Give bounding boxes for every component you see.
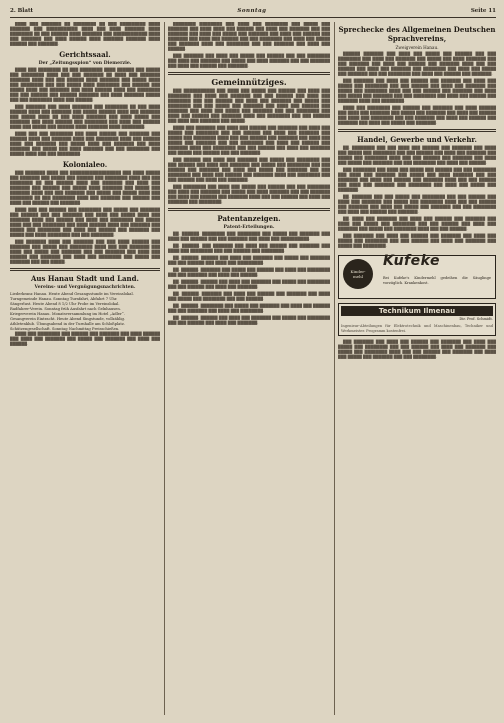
section-heading-useful: Gemeinnütziges.: [211, 77, 287, 87]
illegible-body-text: ██. ██████. ████████ ███ ████████ ███ █████ ███ ███████ ███ ████ ███ ██████ ███ ███ ███████ ███ ████ ███ ██████████. ██. ██████. ███ ███████ ███ ████ ███ ██████ ███ ███████ ███ ████ ███ ████████ ███ ███ ██████ ███ ████████. ██. ██████. ██████ ███ ████ ███ ███████ ███ █████ ███ ███████ ███ ███ ██████ ███ ████ ███ █████████. ██. ██████. ███████ ███ █████ ███ ██████ ███ ████ ███ ████████ ███ ███ ███████ ███ ████ ███ ██████. ██. ██████. ██████ ███ ████ ███ ███████ ███ █████ ███ ████████ ███ ███ ██████ ███ ████ ███ ███████. ██. ██████. ███████ ███ ████ ███ ██████ ███ ███████ ███ ████ ███ █████ ███ ████████ ███ ███ ██████. ██. ██████. ████████ ███ █████ ███ ███████ ███ ████ ███ ██████ ███ ███ ███████ ███ ████ ███ ████████. ██. ██████. ██████ ███ ████ ███ ███████ ███ █████ ███ ████████ ███ ███ ██████ ███ ████ ███ ███████.: [168, 232, 330, 325]
section-heading-court: Gerichtssaal.: [59, 50, 111, 59]
illegible-body-text: ████████ ████████ ███ ████ ███ ████████ ███ █████ ███ ███████ ███ ████ ████ ███ ██████ ███ ████ ███ ███████ ███ ███ ███████ ███ ████ ███ █████ ███ ███████ ███ ████ ███ ██████ ███ ███████ ███ ████ ███ ██████ ███ ███ ████████ ███ ████ ███ █████ ███ ███████ ████ ███ ████████ ███ ███ ███████ ███ ████ ███ ██████. ███ ███████ ███ ████ ███ █████ ███ ██████ ███ ███ ████████ ███ ████ ███ ███████ ███ █████ ███ ████ ███████ ███ ███ ███████ ███ ████ ███ ██████ ███ ███████.: [168, 22, 330, 68]
list-item: Radfahrer-Verein. Sonntag früh Ausfahrt nach Gelnhausen.: [10, 307, 121, 311]
illegible-body-text: ████ ███ ████████ ██ ███ ████████ ████ ██████ ███ █████ ███ ████████ ████ ███ ███ ███████ ██ ████ ███ ███████ ███████ ████ ███ ███ ██████ ████ ███████ ███ █████ ████ ███ ████████ ███ ███ █████ ████ ████████ ███ ██████ ███ █████ ████ ███ ███████ ███ ████ ██████ ████ ███ ████████ ███ ███ ██████ ███ ██████ ███████ ███ ████ ███████ █████ ███ ███ ████████ ████ ███ ██████. ███ ███████ ███ ████ ███████ ███ ████████ ██ ███ ████ ██████ ████ ███ ███████ ███ █████ ██████ ████ ███ ███████ ███ █████ ████ ██ ███ ████ ███████ ███ ████ █████ ███ ███████ ███ ████ ██████ ███ ████████ ███ ████ ███ ██████ ████ ███ █████ ███ ██████ ████ ███████ ████ ████████. ████ ███ ███ ████████ ███ ████ ██████ ███ ███████ ███ ██████ ████ ███ ███████ ████ ███ ████████ ████ ███ ██████ ████ ███ ███████ ███ █████ ████ ███ ███████ ███ ████ ███████ ███ █████ ███ ████ ███████ ███ ███ ████████ ███ █████ ████ ███ ███ ████████.: [10, 68, 160, 156]
section-separator: [168, 72, 330, 75]
illegible-body-text: ████ ███ ███████ ██ ████████ ██ ███ █████████ ████ ███████ ███ ███████████ ████ ███ ████ ███████ ████ ████████ ██ ███ ██████ ████ ███████ ███ ████████████ ████ ███ ███████ ███ ████ ██████ ████ ███████ ███████ ████ ██████ ███ ███████.: [10, 22, 160, 46]
technikum-body: Ingenieur-Abteilungen für Elektrotechnik und Maschinenbau, Techniker und Werkmeister. Programm kostenfrei.: [341, 324, 493, 333]
language-subheading: Zweigverein Hanau.: [395, 45, 439, 50]
list-item: Athletenklub. Übungsabend in der Turnhalle am Schloßplatz.: [10, 322, 125, 326]
list-item: Liederkranz Hanau. Heute Abend Gesangsstunde im Vereinslokal.: [10, 292, 134, 296]
advertisement-kufeke: [338, 255, 496, 299]
advertisement-technikum: [338, 303, 496, 336]
column-rule: [334, 22, 335, 715]
court-subheading: Der „Zeitungsspion“ von Diemerzie.: [38, 61, 132, 66]
illegible-body-text: ████ ███ ████████ ███ ██████ ███ ███████ ███ ████ ██████ ███ ████ ███ ███████ ███ █████ ███ ███████ ███ ████ ███ ██████.: [10, 332, 160, 346]
club-listing: [10, 292, 160, 332]
kufeke-seal-logo: [343, 259, 373, 289]
patents-subheading: Patent-Erteilungen.: [223, 225, 275, 230]
section-heading-language: Sprechecke des Allgemeinen Deutschen Sprachvereins,: [338, 25, 496, 43]
local-subheading: Vereins- und Vergnügungsnachrichten.: [34, 285, 136, 290]
seal-text-line: Kinder-: [350, 269, 366, 274]
section-separator: [168, 208, 330, 211]
illegible-body-text: ███ ███████ ████ ███ ██████████████████ ███ ████ █████ ███ ███████ ███ █████ ███ ██████ ███ ████████ ████ ███ ███ ████████ ██ ███ ██████ ████ ███ ███████ ███ ████ ███ ███████ ███ ██████ ███ █████ ████ ███████ ███ █████ ███ ███████ ████ ███ ███ ███████ ███ █████ ███ █████ ████ ███ ████████ ██ ███ ████████ ████ ███ ███████ ███ ██████ ███ ████ ███ ██████ ███ ███████. ████ ███ ███ ██████ ███ ████████ ███ █████ ███ ███████ ███ ██████ ███ ███ ███████ ███ ████ ███ █████ ████ ███ ███████ ████ ███ ██████ ███ ████ ███ ████████ ███ █████ ████ ███ ███ ████████ ███ ████ ██████ ████ ███ ███████ ███ █████ ███ ████████ ███ ████ ███ ██████ ███ ███████ ███ █████ ███ ████ ████████ ███ ███ ████████. ███ ███████ ████ ███ ███████ ███ ███ ████ ██████ ███ ███████ ███ █████ ███ ████████ ████ ███ ███ ███████ ███ ████ ███ █████ ███ ███████ ███ ███ ███████ ███ ████ ███ ██████ ███ ███████ ███ ████ ███ ████████ ███ █████ ███ ███████ ███ ███ █████.: [10, 171, 160, 264]
header-left: 2. Blatt: [10, 8, 34, 14]
technikum-title: Technikum Ilmenau: [341, 306, 493, 316]
illegible-body-text: ██████ ███████ ███ ████ ███ █████ ███ ██████ ███ ███ ████████ ███ ████ ███ ███████ ███ █████ ███ ████ ███████ ███ ███ ███████ ███ ████ ███ ██████ ███ ███████ ████ ███ ███ ██████ ███ ████ ███ ███████ ███ ████████ ███ ████ ███ █████ ███ ███████ ███ ███ ████████ ███ ████ ███ ██████ ███ ███████. ███ ███████ ███ ████ ███ ██████ ███ ███████ ███ ████ ███ █████ ███ ████████ ███ ███ ██████ ███ ████ ███ ███████ ███ █████ ███ ████████ ████ ███ ███ ██████ ███ ███████ ███ ████ ███ █████ ███ ███████ ███ ███ ████████ ███ ████ ███ ██████ ███ ███████ ████ ███ ████████. ████ ███ ████████ ███ ██████ ███ ███████ ███ ████ ██████ ███ ████ ███ ███████ ███ █████ ███ ███████ ███ ████ ███ ██████ ███ ████ ███ ████████ ███ ███ ███████ ███ ████ ███ ██████ ███ ███████ ███ ████ ███ █████ ███ ███████.: [338, 52, 496, 125]
illegible-body-text: ███ ███████ ███ ████ ███ ██████ ███ ███████ ███ ████ ███ █████ ███ ████████ ███ ███ ██████ ███ ████ ███ ███████ ███ █████ ███ ████████ ████ ███ ███ ██████ ███ ███████ ███ ████ ███ █████ ███ ███████ ███ ███ ████████.: [338, 340, 496, 359]
illegible-body-text: ███ ███████████ ███ ████ ███ █████ ███ ██████ ███ ████ ███ ████████ ███ ████ ███ ███████ ███ ███ ██████ ███ ████ ███ ████████ ███ ███ ██████ ███ ████ ███ ███████ ███ █████ ███ ████████ ███ ███ █████ ███ ███████ ███ ████ ███ ██████ ███ ███████ ███ ████ ███ █████ ███ ███████ ███ ███ ████████ ███ ████ ███ ██████ ███ ███████ ████ ███ ████████ ███ ███ ██████ ███ ████ ███ ███████ ███ █████. ████ ███ ███████ ███ ████ ███ ██████ ███ ███████ ███ ████ ███ █████ ███ ████████ ███ ███ ██████ ███ ████ ███ ███████ ███ █████ ███ ████████ ████ ███ ███ ██████ ███ ███████ ███ ████ ███ █████ ███ ███████ ███ ███ ████████ ███ ████ ███ ██████ ███ ███████ ████ ███ ████████ ███ ███ ██████ ███ ████ ███ ███████ ███ █████ ███ ██████ ███ ███ ███████. ███ ██████ ███ ████ ███ ███████ ███ █████ ███ ████████ ███ ███ ██████ ███ ████ ███ ███████ ███ █████ ███ ████████ ███ ███ ██████ ███ ███████ ███ ████ ███ █████ ███ ███████ ███ ███ ████████ ███ ████ ███ ██████ ███ ███████ ████ ███ ████████ ███ ███ ██████ ███ ████ ███ ███████. ███ ████████ ███ ████ ███ █████ ███ ██████ ███ ███ ████████ ███ ████ ███ ███████ ███ █████ ███ ████ ███████ ███ ███ ███████ ███ ████ ███ ██████ ███ ███████ ████ ███ ███ ██████ ███ ████ ███ ███████ ███ ████████.: [168, 89, 330, 204]
section-heading-colonial: Kolonialeo.: [62, 160, 108, 169]
header-right: Seite 11: [470, 8, 496, 14]
column-right: [338, 22, 496, 715]
section-heading-trade: Handel, Gewerbe und Verkehr.: [357, 135, 477, 144]
section-heading-patents: Patentanzeigen.: [217, 214, 281, 223]
section-separator: [10, 268, 160, 271]
page-header: [10, 5, 496, 18]
list-item: Gesangverein Eintracht. Heute Abend Singstunde, vollzählig.: [10, 317, 126, 321]
technikum-director: Dir. Prof. Schmidt.: [459, 317, 493, 321]
list-item: Sängerlust. Heute Abend 8 1/2 Uhr Probe im Vereinslokal.: [10, 302, 120, 306]
list-item: Schützengesellschaft. Sonntag Nachmittag Preisschießen.: [10, 327, 120, 331]
section-separator: [338, 129, 496, 132]
list-item: Turngemeinde Hanau. Sonntag Turnfahrt, Abfahrt 7 Uhr.: [10, 297, 118, 301]
header-center: Sonntag: [237, 8, 267, 14]
kufeke-tagline: Bei Kufeke's Kindermehl gedeihen die Säuglinge vorzüglich. Krankenkost.: [383, 276, 491, 285]
section-heading-local: Aus Hanau Stadt und Land.: [31, 274, 139, 283]
column-rule: [164, 22, 165, 715]
column-left: [10, 22, 160, 715]
column-middle: [168, 22, 330, 715]
seal-text-line: mehl: [352, 274, 363, 279]
illegible-body-text: ██. ████████ ███ ███ ████ ███ ██████ ███ ███████ ███ ████ ███ █████ ███ ████████ ███ ███ ██████ ███ ████ ███ ███████ ███ █████ ███ ████████ ████ ███ ███ ██████ ███ ███████ ███ ████ ███ █████ ███ ███████ ███ ███ ████████ ███ ████ ███ ██████. ███ ████████ ███ ████ ███ █████ ███ ██████ ███ ███ ████████ ███ ████ ███ ███████ ███ █████ ███ ████ ███████ ███ ███ ███████ ███ ████ ███ ██████ ███ ███████ ████ ███ ███ ██████ ███ ████ ███ ███████ ███ ████████ ███ ████ ███ █████ ███ ███████. ██. ███████ ███ ███ █████ ███ ████████ ███ ███ ██████ ███ ████ ███ ███████ ███ █████ ███ ████████ ████ ███ ███ ██████ ███ ███████ ███ ████ ███ █████ ███ ███████ ███ ███ ████████ ███ ████ ███ ██████ ███ ███████. ██. ████ ███ ███████ ███ ████ ███ ██████ ███ ███████ ███ ████ ███ █████ ███ ████████ ███ ███ ██████ ███ ████ ███ ███████ ███ █████ ███ ████████ ████ ███ ███ ██████. ███ ███████ ███ ████ ███ ██████ ███ ███████ ███ ████ ███ █████ ███ ████████ ███ ███ ██████ ███ ████ ███ ███████ ███ █████ ███ ████████.: [338, 146, 496, 248]
kufeke-brand: Kufeke: [383, 253, 440, 269]
list-item: Kriegerverein Hanau. Monatsversammlung im Hotel „Adler“.: [10, 312, 125, 316]
